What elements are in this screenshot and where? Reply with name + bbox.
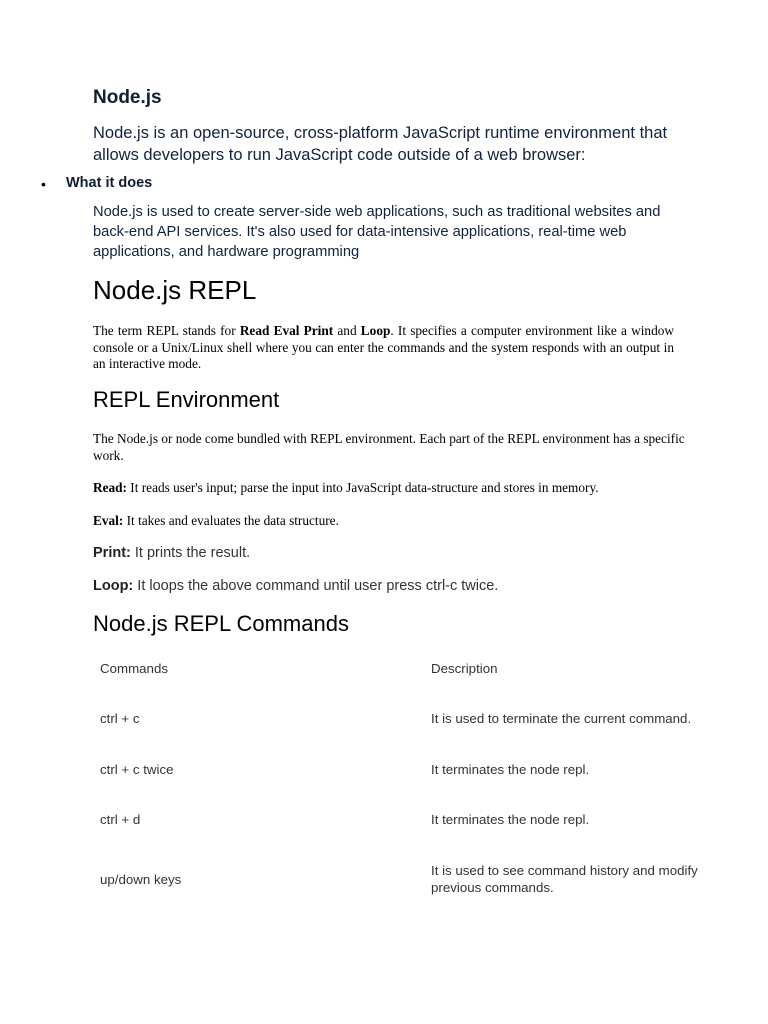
what-it-does-body: Node.js is used to create server-side web applications, such as traditional websites and back-end API services. It's also used for data-intensive applications, real-time web applications, and hardware programming: [93, 204, 661, 260]
repl-bold-read-eval-print: Read Eval Print: [239, 323, 334, 338]
definition-eval: [93, 513, 339, 529]
repl-bold-loop: Loop: [360, 323, 391, 338]
environment-intro: The Node.js or node come bundled with REPL environment. Each part of the REPL environment has a specific work.: [93, 431, 685, 463]
nodejs-intro: Node.js is an open-source, cross-platform JavaScript runtime environment that allows developers to run JavaScript code outside of a web browser:: [93, 124, 668, 164]
definition-term: Read:: [93, 480, 127, 495]
table-cell-command: ctrl + c twice: [100, 762, 174, 777]
definition-desc: It prints the result.: [130, 545, 251, 561]
section-title-nodejs: Node.js: [93, 87, 162, 108]
definition-desc: It loops the above command until user press ctrl-c twice.: [133, 578, 499, 594]
repl-text-prefix: The term REPL stands for: [93, 323, 240, 338]
definition-term: Loop:: [93, 578, 134, 594]
repl-text-rest: . It specifies a computer environment like a window console or a Unix/Linux shell where you can enter the commands and the system responds with an output in an interactive mode.: [93, 323, 674, 371]
table-cell-description: It is used to see command history and modify previous commands.: [431, 863, 698, 895]
repl-definition: [93, 323, 674, 373]
table-cell-command: ctrl + c: [100, 711, 140, 726]
definition-print: [93, 545, 250, 561]
section-title-repl: Node.js REPL: [93, 275, 257, 305]
table-header-commands: Commands: [100, 661, 168, 676]
table-cell-description: It is used to terminate the current command.: [431, 711, 692, 726]
repl-text-and: and: [333, 323, 361, 338]
table-cell-description: It terminates the node repl.: [431, 762, 590, 777]
table-header-description: Description: [431, 661, 498, 676]
definition-read: [93, 480, 599, 496]
section-title-commands: Node.js REPL Commands: [93, 611, 349, 636]
table-cell-description: It terminates the node repl.: [431, 812, 590, 827]
definition-desc: It takes and evaluates the data structure.: [123, 513, 339, 528]
bullet-title-what-it-does: What it does: [66, 175, 153, 191]
definition-term: Eval:: [93, 513, 124, 528]
table-cell-command: up/down keys: [100, 872, 182, 887]
section-title-environment: REPL Environment: [93, 387, 280, 412]
table-cell-command: ctrl + d: [100, 812, 141, 827]
definition-desc: It reads user's input; parse the input into JavaScript data-structure and stores in memory.: [126, 480, 599, 495]
bullet-marker: •: [41, 176, 46, 192]
definition-loop: [93, 578, 498, 594]
definition-term: Print:: [93, 545, 131, 561]
